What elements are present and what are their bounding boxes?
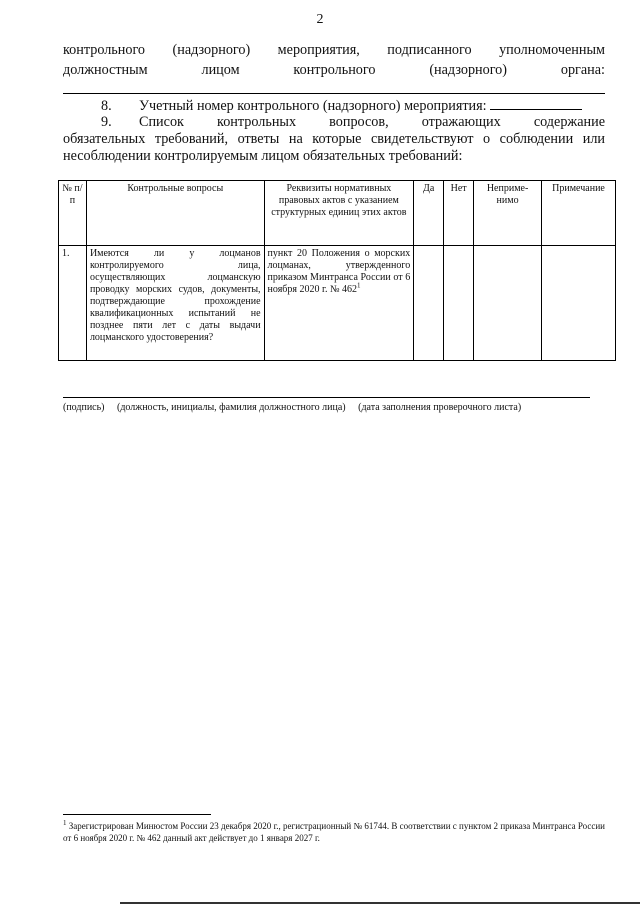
page-number: 2 [316,12,324,27]
row-num: 1. [59,246,87,361]
row-yes-cell[interactable] [414,246,444,361]
signature-date-label: (дата заполнения проверочного листа) [358,402,522,413]
header-num: № п/п [59,181,87,246]
row-requisite-text: пункт 20 Положения о морских лоцманах, утвержденного приказом Минтранса России от 6 ноября 2020 г. № 462 [267,248,411,295]
row-na-cell[interactable] [474,246,542,361]
header-no: Нет [444,181,474,246]
item-8-number: 8. [101,98,112,114]
footnote-ref: 1 [357,281,361,290]
checklist-table [58,180,616,361]
item-9-line-1: Список контрольных вопросов, отражающих содержание [139,114,605,130]
intro-line-1: контрольного (надзорного) мероприятия, подписанного уполномоченным [63,42,605,58]
row-no-cell[interactable] [444,246,474,361]
footnote-separator [63,814,211,815]
row-requisite [264,246,414,361]
item-9-line-3: несоблюдении контролируемым лицом обязательных требований: [63,148,463,164]
scan-edge [120,902,640,904]
header-requisites: Реквизиты нормативных правовых актов с указанием структурных единиц этих актов [264,181,414,246]
intro-paragraph [63,42,605,59]
table-row [59,246,616,361]
signature-line [63,397,590,398]
item-9-number: 9. [101,114,112,130]
item-9 [63,114,605,165]
table-header-row [59,181,616,246]
footnote-mark: 1 [63,819,67,827]
header-not-applicable: Неприме-нимо [474,181,542,246]
header-note: Примечание [542,181,616,246]
footnote [63,820,605,844]
intro-underline [63,93,605,94]
signature-sign-label: (подпись) [63,402,105,413]
intro-paragraph-2 [63,62,605,79]
item-8-text: Учетный номер контрольного (надзорного) мероприятия: [139,98,487,114]
item-8-blank [490,97,582,110]
row-question: Имеются ли у лоцманов контролируемого лица, осуществляющих лоцманскую проводку морских судов, документы, подтверждающие прохождение квалификационных испытаний не позднее пяти лет с даты выдачи лоцманского удостоверения? [86,246,264,361]
header-questions: Контрольные вопросы [86,181,264,246]
footnote-text: Зарегистрирован Минюстом России 23 декабря 2020 г., регистрационный № 61744. В соответствии с пунктом 2 приказа Минтранса России от 6 ноября 2020 г. № 462 данный акт действует до 1 января 2027 г. [63,821,606,843]
item-9-line-2: обязательных требований, ответы на которые свидетельствуют о соблюдении или [63,131,605,147]
row-note-cell[interactable] [542,246,616,361]
intro-line-2: должностным лицом контрольного (надзорного) органа: [63,62,605,78]
item-8 [63,97,605,115]
signature-labels [63,402,603,413]
header-yes: Да [414,181,444,246]
signature-position-label: (должность, инициалы, фамилия должностного лица) [117,402,346,413]
